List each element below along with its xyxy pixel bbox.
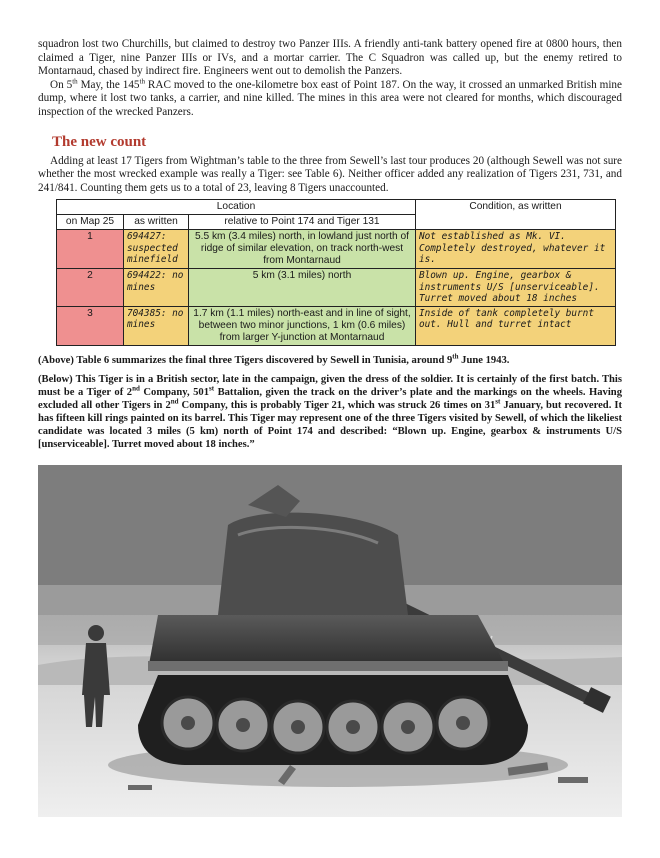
header-relative: relative to Point 174 and Tiger 131 — [189, 215, 416, 230]
paragraph-2-text-c: RAC moved to the one-kilometre box east of Point 187. On the way, it crossed an unmarked British mine dump, where it lost two tanks, a carrier, and nine killed. The mines in this area were not cleared for months, which discouraged inspection of the wrecked Panzers. — [38, 78, 622, 118]
superscript: st — [495, 397, 501, 406]
caption-below-text-e: January, but recovered. It has fifteen kill rings painted on its barrel. This Tiger may represent one of the three Tigers visited by Sewell, of which the likeliest candidate was located 3 miles (5 km) north of Point 174 and described: “Blown up. Engine, gearbox & instruments U/S [unserviceable]. Turret moved about 18 inches.” — [38, 399, 622, 450]
caption-below — [38, 373, 622, 451]
document-page — [38, 38, 622, 817]
header-location: Location — [57, 200, 416, 215]
caption-above-text-b: June 1943. — [458, 354, 510, 366]
cell-map: 1 — [57, 230, 124, 269]
header-written: as written — [124, 215, 189, 230]
section-heading: The new count — [52, 133, 147, 150]
table-row — [57, 306, 616, 345]
paragraph-2-text-a: On 5 — [50, 78, 73, 91]
superscript: nd — [132, 384, 140, 393]
cell-map: 2 — [57, 269, 124, 306]
cell-map: 3 — [57, 306, 124, 345]
cell-written: 694427: suspected minefield — [124, 230, 189, 269]
paragraph-1: squadron lost two Churchills, but claimed to destroy two Panzer IIIs. A friendly anti-tank battery opened fire at 0800 hours, then claimed a Tiger, nine Panzer IIIs or IVs, and a mortar carrier. The C Squadron was called up, but the enemy retired to Montarnaud, chased by indirect fire. Engineers went out to demolish the Panzers. — [38, 38, 622, 78]
cell-location: 5.5 km (3.4 miles) north, in lowland just north of ridge of similar elevation, on track north-west from Montarnaud — [189, 230, 416, 269]
header-map: on Map 25 — [57, 215, 124, 230]
caption-below-text-d: Company, this is probably Tiger 21, which was struck 26 times on 31 — [178, 399, 496, 411]
caption-above-text-a: (Above) Table 6 summarizes the final three Tigers discovered by Sewell in Tunisia, around 9 — [38, 354, 453, 366]
cell-location: 5 km (3.1 miles) north — [189, 269, 416, 306]
table-header-row — [57, 200, 616, 215]
caption-below-text-c: Battalion, given the track on the driver’s plate and the markings on the wheels. Having excluded all other Tigers in 2 — [38, 386, 622, 411]
paragraph-2-text-b: May, the 145 — [77, 78, 140, 91]
paragraph-2 — [38, 79, 622, 120]
cell-written: 694422: no mines — [124, 269, 189, 306]
superscript: th — [72, 77, 78, 86]
cell-location: 1.7 km (1.1 miles) north-east and in line of sight, between two minor junctions, 1 km (0.6 miles) from larger Y-junction at Montarnaud — [189, 306, 416, 345]
cell-written: 704385: no mines — [124, 306, 189, 345]
header-condition: Condition, as written — [416, 200, 616, 230]
superscript: th — [139, 77, 145, 86]
tank-illustration — [38, 465, 622, 817]
caption-above — [38, 354, 622, 367]
tiger-tank-photo — [38, 465, 622, 817]
superscript: st — [209, 384, 215, 393]
superscript: nd — [170, 397, 179, 406]
caption-below-text-b: Company, 501 — [139, 386, 209, 398]
paragraph-3: Adding at least 17 Tigers from Wightman’s table to the three from Sewell’s last tour produces 20 (although Sewell was not sure whether the most wrecked example was really a Tiger: see Table 6). Neither officer added any realization of Tigers 231, 731, and 241/841. Counting them gets us to a total of 23, leaving 8 Tigers unaccounted. — [38, 154, 622, 194]
caption-below-text-a: (Below) This Tiger is in a British sector, late in the campaign, given the dress of the soldier. It is certainly of the first batch. This must be a Tiger of 2 — [38, 373, 622, 398]
superscript: th — [452, 352, 459, 361]
table-row — [57, 230, 616, 269]
table-row — [57, 269, 616, 306]
tiger-table — [56, 199, 616, 345]
cell-condition: Inside of tank completely burnt out. Hull and turret intact — [416, 306, 616, 345]
cell-condition: Blown up. Engine, gearbox & instruments U/S [unserviceable]. Turret moved about 18 inches — [416, 269, 616, 306]
cell-condition: Not established as Mk. VI. Completely destroyed, whatever it is. — [416, 230, 616, 269]
